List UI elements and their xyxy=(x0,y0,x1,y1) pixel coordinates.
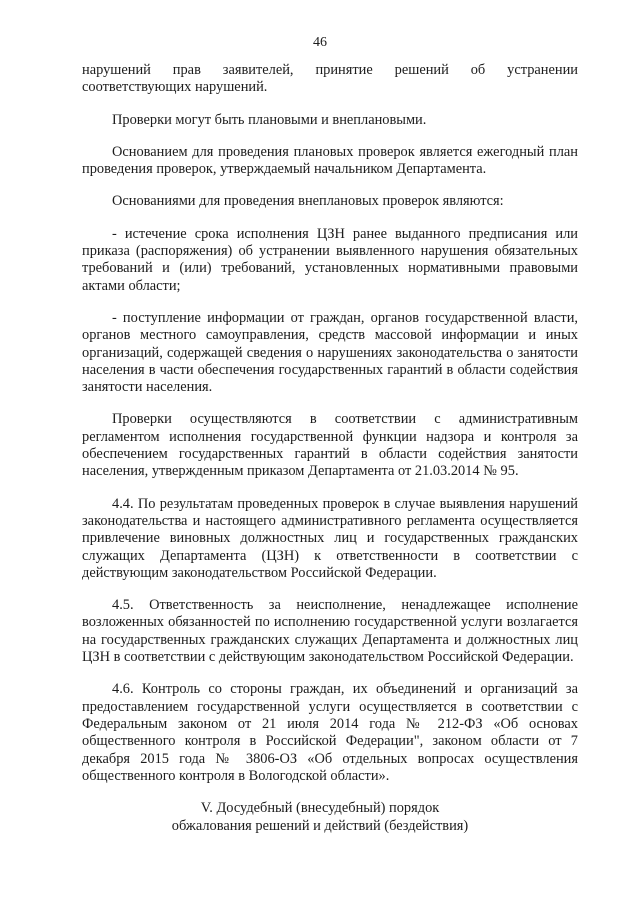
page-number: 46 xyxy=(313,35,327,50)
paragraph-inspection-regulation: Проверки осуществляются в соответствии с административным регламентом исполнения государственной функции надзора и контроля за обеспечением государственных гарантий в области содействия занятости населения, утвержденным приказом Департамента от 21.03.2014 № 95. xyxy=(82,411,578,480)
section-heading-line-1: V. Досудебный (внесудебный) порядок xyxy=(200,800,440,816)
list-item-order-expiry: - истечение срока исполнения ЦЗН ранее выданного предписания или приказа (распоряжения) об устранении выявленного нарушения обязательных требований и (или) требований, установленных нормативными правовыми актами области; xyxy=(82,225,578,294)
section-heading xyxy=(0,799,640,835)
paragraph-planned-basis: Основанием для проведения плановых проверок является ежегодный план проведения проверок, утверждаемый начальником Департамента. xyxy=(82,143,578,178)
paragraph-4-6: 4.6. Контроль со стороны граждан, их объединений и организаций за предоставлением государственной услуги осуществляется в соответствии с Федеральным законом от 21 июля 2014 года № 212-ФЗ «Об основах общественного контроля в Российской Федерации", законом области от 7 декабря 2015 года № 3806-ОЗ «Об отдельных вопросах осуществления общественного контроля в Вологодской области». xyxy=(82,681,578,784)
paragraph-continuation: нарушений прав заявителей, принятие решений об устранении соответствующих нарушений. xyxy=(82,62,578,96)
paragraph-4-5: 4.5. Ответственность за неисполнение, ненадлежащее исполнение возложенных обязанностей по исполнению государственной услуги возлагается на государственных гражданских служащих Департамента и должностных лиц ЦЗН в соответствии с действующим законодательством Российской Федерации. xyxy=(82,597,578,666)
section-heading-line-2: обжалования решений и действий (бездействия) xyxy=(171,818,469,834)
paragraph-unplanned-basis-intro: Основаниями для проведения внеплановых проверок являются: xyxy=(112,193,504,210)
paragraph-4-4: 4.4. По результатам проведенных проверок в случае выявления нарушений законодательства и настоящего административного регламента осуществляется привлечение виновных должностных лиц и государственных гражданских служащих Департамента (ЦЗН) к ответственности в соответствии с действующим законодательством Российской Федерации. xyxy=(82,495,578,581)
document-body xyxy=(82,62,578,800)
list-item-information-receipt: - поступление информации от граждан, органов государственной власти, органов местного самоуправления, средств массовой информации и иных организаций, содержащей сведения о нарушениях законодательства о занятости населения в части обеспечения государственных гарантий в области содействия занятости населения. xyxy=(82,309,578,396)
paragraph-inspection-types: Проверки могут быть плановыми и внеплановыми. xyxy=(112,111,427,128)
